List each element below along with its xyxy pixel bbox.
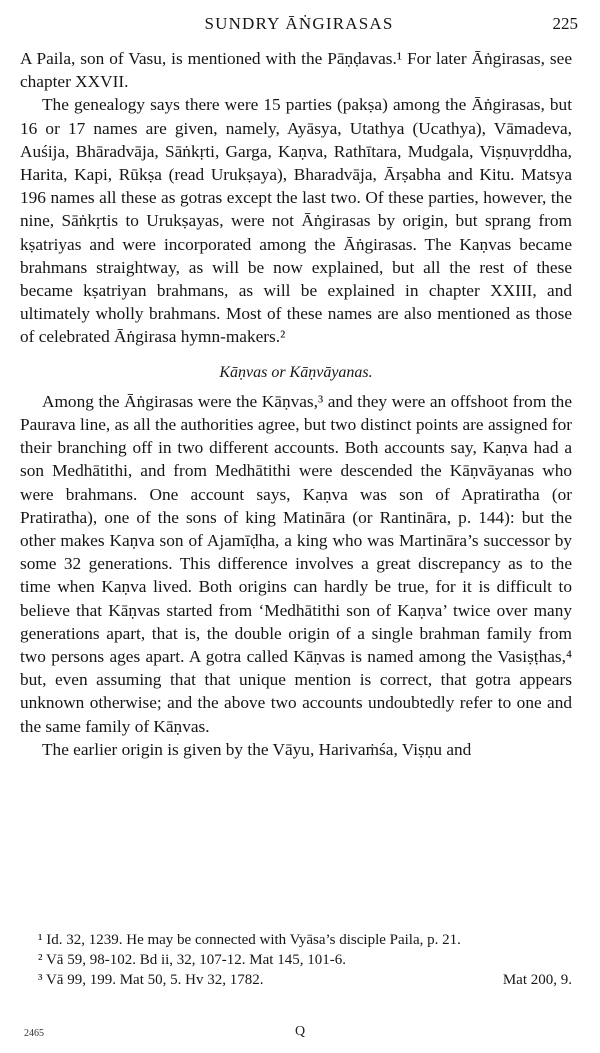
printer-signature-code: 2465 <box>24 1028 44 1039</box>
footnote <box>20 970 572 990</box>
body-text <box>20 47 572 761</box>
page-header <box>20 14 578 38</box>
footnote: ² Vā 59, 98-102. Bd ii, 32, 107-12. Mat 145, 101-6. <box>38 952 346 968</box>
footnote-right-ref: Mat 200, 9. <box>502 972 572 988</box>
paragraph: The genealogy says there were 15 parties (pakṣa) among the Āṅgirasas, but 16 or 17 names are given, namely, Ayāsya, Utathya (Ucathya), Vāmadeva, Auśija, Bhāradvāja, Sāṅkṛti, Garga, Kaṇva, Rathītara, Mudgala, Viṣṇuvṛddha, Harita, Kapi, Rūkṣa (read Urukṣaya), Bharadvāja, Ārṣabha and Kitu. Matsya 196 names all these as gotras except the last two. Of these parties, however, the nine, Sāṅkṛtis to Urukṣayas, were not Āṅgirasas by origin, but sprang from kṣatriyas and were incorporated among the Āṅgirasas. The Kaṇvas became brahmans straightway, as will be now explained, but all the rest of these became kṣatriyan brahmans, as will be explained in chapter XXIII, and ultimately wholly brahmans. Most of these names are also mentioned as those of celebrated Āṅgirasa hymn-makers.² <box>20 95 572 347</box>
footnotes <box>20 930 572 990</box>
running-head: SUNDRY ĀṄGIRASAS <box>204 14 394 33</box>
page-number: 225 <box>552 14 578 33</box>
footnote: ¹ Id. 32, 1239. He may be connected with Vyāsa’s disciple Paila, p. 21. <box>38 932 461 948</box>
footnote-main: ³ Vā 99, 199. Mat 50, 5. Hv 32, 1782. <box>38 972 264 988</box>
paragraph: A Paila, son of Vasu, is mentioned with the Pāṇḍavas.¹ For later Āṅgirasas, see chapter XXVII. <box>20 49 572 92</box>
section-heading: Kāṇvas or Kāṇvāyanas. <box>219 363 373 381</box>
paragraph: Among the Āṅgirasas were the Kāṇvas,³ and they were an offshoot from the Paurava line, as all the authorities agree, but two distinct points are assigned for their branching off in two different accounts. Both accounts say, Kaṇva had a son Medhātithi, and from Medhātithi were descended the Kāṇvāyanas who were brahmans. One account says, Kaṇva was son of Apratiratha (or Pratiratha), one of the sons of king Matināra (or Rantināra, p. 144): but the other makes Kaṇva son of Ajamīḍha, a king who was Martināra’s successor by some 32 generations. This difference involves a great discrepancy as to the time when Kaṇva lived. Both origins can hardly be true, for it is difficult to believe that Kāṇvas started from ‘Medhātithi son of Kaṇva’ twice over many generations apart, that is, the double origin of a single brahman family from two persons ages apart. A gotra called Kāṇvas is named among the Vasiṣṭhas,⁴ but, even assuming that that unique mention is correct, that gotra appears unknown otherwise; and the above two accounts undoubtedly refer to one and the same family of Kāṇvas. <box>20 391 572 736</box>
signature-letter: Q <box>294 1024 306 1039</box>
paragraph: The earlier origin is given by the Vāyu, Harivaṁśa, Viṣṇu and <box>42 739 472 759</box>
